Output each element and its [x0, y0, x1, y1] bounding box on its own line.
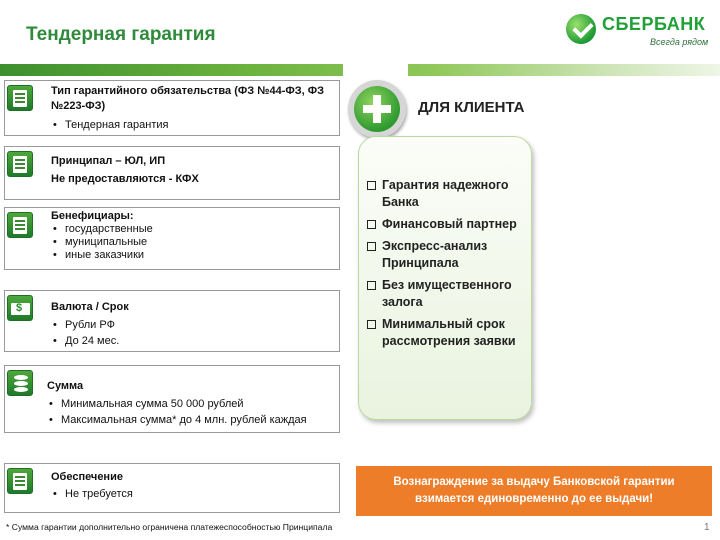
benefit-item	[367, 238, 523, 272]
benefit-item	[367, 216, 523, 233]
card-heading: Валюта / Срок	[51, 301, 129, 313]
sberbank-logo	[566, 12, 716, 52]
list-item: • муниципальные	[51, 236, 335, 249]
benefit-label: Экспресс-анализ Принципала	[382, 239, 488, 270]
card-heading: Обеспечение	[51, 471, 123, 483]
card-amount	[4, 365, 340, 433]
coins-icon	[7, 370, 33, 396]
benefit-label: Минимальный срок рассмотрения заявки	[382, 317, 516, 348]
money-icon: $	[7, 295, 33, 321]
logo-slogan: Всегда рядом	[650, 37, 709, 47]
logo-name: СБЕРБАНК	[602, 14, 706, 34]
client-badge	[348, 80, 406, 138]
reward-line: взимается единовременно до ее выдачи!	[414, 493, 654, 505]
reward-banner	[356, 466, 712, 516]
list-item: • Максимальная сумма* до 4 млн. рублей каждая	[47, 412, 335, 428]
card-principal	[4, 146, 340, 200]
list-item: • Тендерная гарантия	[51, 118, 335, 133]
excluded-separator: -	[165, 173, 176, 185]
client-benefits-panel	[358, 136, 532, 420]
document-check-icon	[7, 85, 33, 111]
benefit-label: Финансовый партнер	[382, 217, 517, 231]
benefit-item	[367, 177, 523, 211]
checkbox-bullet-icon	[367, 281, 376, 290]
excluded-label: Не предоставляются	[51, 173, 166, 185]
list-item: • Не требуется	[51, 486, 335, 503]
benefit-label: Без имущественного залога	[382, 278, 512, 309]
reward-line: Вознаграждение за выдачу Банковской гарантии	[393, 476, 675, 488]
card-currency-term	[4, 290, 340, 352]
list-item: • Минимальная сумма 50 000 рублей	[47, 396, 335, 412]
page-title: Тендерная гарантия	[26, 24, 216, 45]
excluded-line	[51, 172, 335, 187]
card-guarantee-type	[4, 80, 340, 136]
benefit-item	[367, 277, 523, 311]
sberbank-logo-icon	[566, 14, 596, 44]
card-heading: Тип гарантийного обязательства (ФЗ №44-ФЗ, ФЗ №223-ФЗ)	[51, 85, 325, 112]
checkbox-bullet-icon	[367, 320, 376, 329]
checkbox-bullet-icon	[367, 220, 376, 229]
page-number: 1	[704, 522, 710, 533]
list-item: • иные заказчики	[51, 249, 335, 262]
benefit-item	[367, 316, 523, 350]
checkbox-bullet-icon	[367, 242, 376, 251]
client-heading: ДЛЯ КЛИЕНТА	[418, 99, 525, 116]
benefit-label: Гарантия надежного Банка	[382, 178, 509, 209]
card-heading: Сумма	[47, 380, 84, 392]
document-check-icon	[7, 151, 33, 177]
checkbox-bullet-icon	[367, 181, 376, 190]
header-band-gap	[343, 64, 408, 76]
document-icon	[7, 468, 33, 494]
card-beneficiaries	[4, 207, 340, 270]
list-item: • До 24 мес.	[51, 333, 335, 349]
plus-icon	[354, 86, 400, 132]
card-collateral	[4, 463, 340, 513]
excluded-value: КФХ	[175, 173, 199, 185]
footnote: * Сумма гарантии дополнительно ограничена платежеспособностью Принципала	[6, 522, 333, 532]
list-item: • Рубли РФ	[51, 317, 335, 333]
card-heading: Бенефициары:	[51, 210, 134, 222]
principal-line: Принципал – ЮЛ, ИП	[51, 155, 166, 167]
list-item: • государственные	[51, 223, 335, 236]
document-check-icon	[7, 212, 33, 238]
